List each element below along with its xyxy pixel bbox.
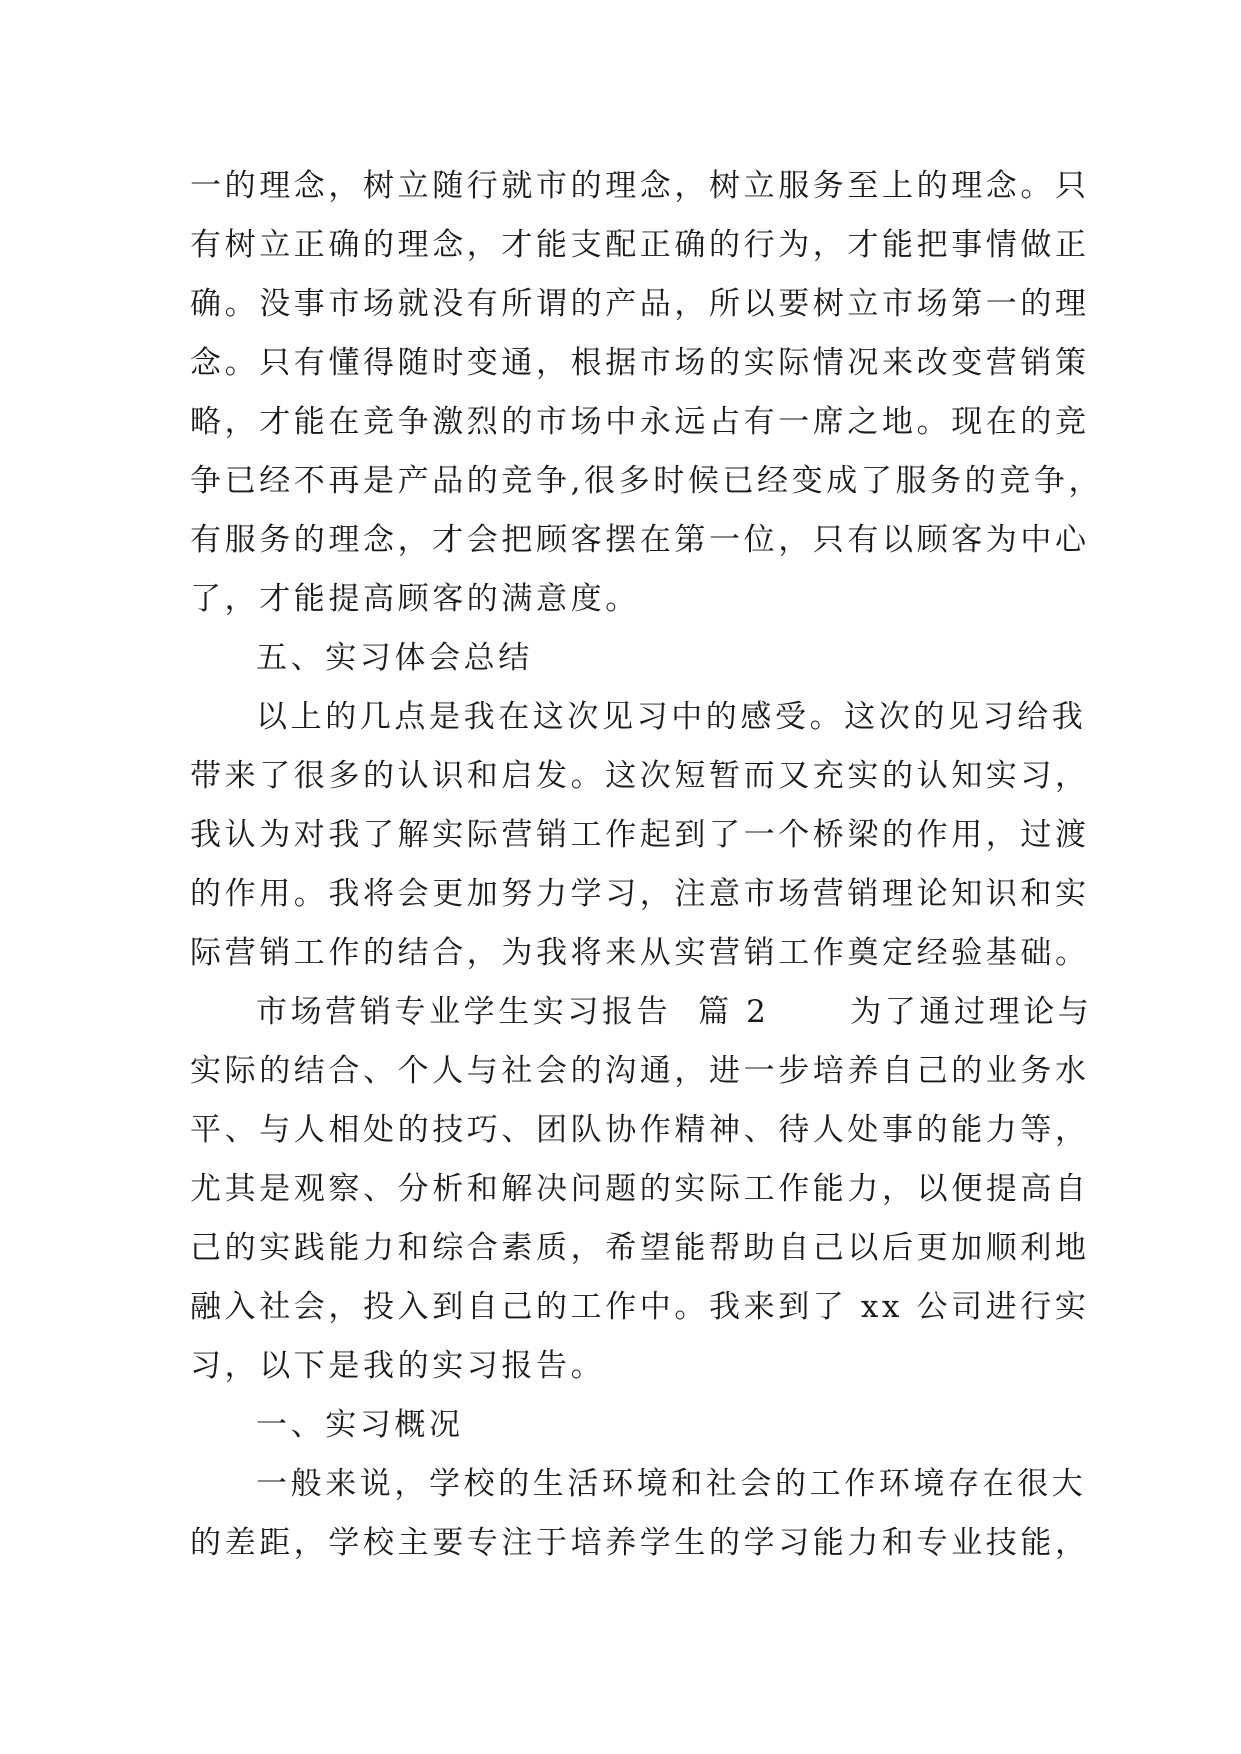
text-line: 习，以下是我的实习报告。 [190, 1348, 606, 1384]
article-heading-line: 市场营销专业学生实习报告 篇 2 为了通过理论与 [256, 994, 1093, 1030]
text-line: 念。只有懂得随时变通，根据市场的实际情况来改变营销策 [190, 345, 1090, 381]
section-heading: 五、实习体会总结 [256, 640, 533, 676]
text-line: 确。没事市场就没有所谓的产品，所以要树立市场第一的理 [190, 286, 1090, 322]
text-line: 一的理念，树立随行就市的理念，树立服务至上的理念。只 [190, 168, 1090, 204]
text-line: 了，才能提高顾客的满意度。 [190, 581, 640, 617]
text-line: 的作用。我将会更加努力学习，注意市场营销理论知识和实 [190, 876, 1090, 912]
text-line: 一般来说，学校的生活环境和社会的工作环境存在很大 [256, 1466, 1087, 1502]
text-line: 融入社会，投入到自己的工作中。我来到了 xx 公司进行实 [190, 1289, 1090, 1325]
text-line: 尤其是观察、分析和解决问题的实际工作能力，以便提高自 [190, 1171, 1090, 1207]
section-heading: 一、实习概况 [256, 1407, 464, 1443]
text-line: 己的实践能力和综合素质，希望能帮助自己以后更加顺利地 [190, 1230, 1090, 1266]
text-line: 的差距，学校主要专注于培养学生的学习能力和专业技能， [190, 1525, 1090, 1561]
text-line: 际营销工作的结合，为我将来从实营销工作奠定经验基础。 [190, 935, 1090, 971]
text-line: 实际的结合、个人与社会的沟通，进一步培养自己的业务水 [190, 1053, 1090, 1089]
text-line: 带来了很多的认识和启发。这次短暂而又充实的认知实习， [190, 758, 1090, 794]
text-line: 以上的几点是我在这次见习中的感受。这次的见习给我 [256, 699, 1087, 735]
body-text [190, 157, 1104, 1573]
text-line: 有服务的理念，才会把顾客摆在第一位，只有以顾客为中心 [190, 522, 1090, 558]
text-line: 略，才能在竞争激烈的市场中永远占有一席之地。现在的竞 [190, 404, 1090, 440]
text-line: 平、与人相处的技巧、团队协作精神、待人处事的能力等， [190, 1112, 1090, 1148]
text-line: 有树立正确的理念，才能支配正确的行为，才能把事情做正 [190, 227, 1090, 263]
text-line: 我认为对我了解实际营销工作起到了一个桥梁的作用，过渡 [190, 817, 1090, 853]
text-line: 争已经不再是产品的竞争,很多时候已经变成了服务的竞争， [190, 463, 1104, 499]
